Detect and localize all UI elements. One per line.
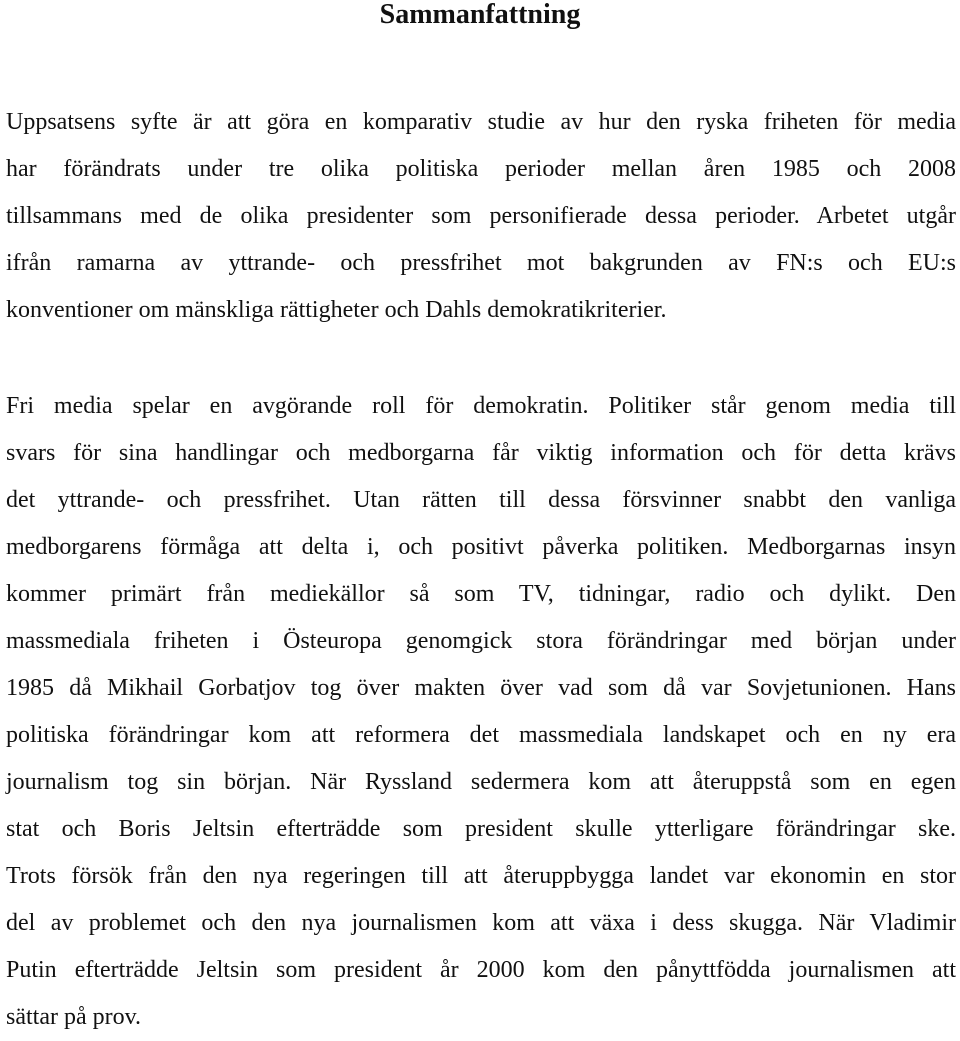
text-line: sättar på prov.: [6, 1004, 142, 1030]
text-line: massmediala friheten i Östeuropa genomgick stora förändringar med början under: [6, 628, 956, 654]
summary-paragraph-1: [6, 99, 956, 334]
text-line: Fri media spelar en avgörande roll för demokratin. Politiker står genom media till: [6, 393, 956, 419]
text-line: journalism tog sin början. När Ryssland sedermera kom att återuppstå som en egen: [6, 769, 956, 795]
text-line: Uppsatsens syfte är att göra en komparativ studie av hur den ryska friheten för media: [6, 109, 956, 135]
text-line: politiska förändringar kom att reformera det massmediala landskapet och en ny era: [6, 722, 956, 748]
text-line: ifrån ramarna av yttrande- och pressfrihet mot bakgrunden av FN:s och EU:s: [6, 250, 956, 276]
text-line: har förändrats under tre olika politiska perioder mellan åren 1985 och 2008: [6, 156, 956, 182]
text-line: medborgarens förmåga att delta i, och positivt påverka politiken. Medborgarnas insyn: [6, 534, 956, 560]
text-line: konventioner om mänskliga rättigheter och Dahls demokratikriterier.: [6, 297, 667, 323]
document-title: Sammanfattning: [379, 0, 581, 30]
text-line: det yttrande- och pressfrihet. Utan rätten till dessa försvinner snabbt den vanliga: [6, 487, 956, 513]
text-line: stat och Boris Jeltsin efterträdde som president skulle ytterligare förändringar ske.: [6, 816, 956, 842]
summary-paragraph-2: [6, 383, 956, 1041]
text-line: Putin efterträdde Jeltsin som president år 2000 kom den pånyttfödda journalismen att: [6, 957, 956, 983]
text-line: tillsammans med de olika presidenter som personifierade dessa perioder. Arbetet utgår: [6, 203, 956, 229]
text-line: 1985 då Mikhail Gorbatjov tog över makten över vad som då var Sovjetunionen. Hans: [6, 675, 956, 701]
text-line: kommer primärt från mediekällor så som TV, tidningar, radio och dylikt. Den: [6, 581, 956, 607]
text-line: Trots försök från den nya regeringen till att återuppbygga landet var ekonomin en stor: [6, 863, 956, 889]
text-line: del av problemet och den nya journalismen kom att växa i dess skugga. När Vladimir: [6, 910, 956, 936]
text-line: svars för sina handlingar och medborgarna får viktig information och för detta krävs: [6, 440, 956, 466]
